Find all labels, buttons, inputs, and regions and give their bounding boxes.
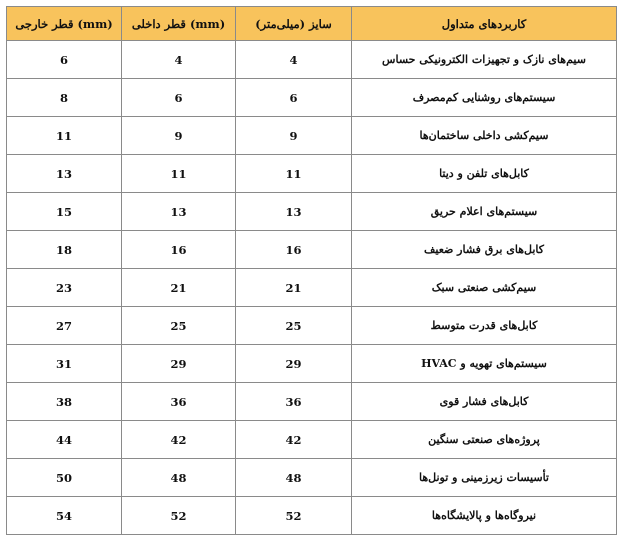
table-container [6, 6, 617, 535]
cell-use: تأسیسات زیرزمینی و تونل‌ها [352, 459, 617, 497]
cell-outer: 54 [7, 497, 122, 535]
cell-inner: 16 [122, 231, 236, 269]
cell-size: 6 [236, 79, 352, 117]
cell-use: سیم‌های نازک و تجهیزات الکترونیکی حساس [352, 41, 617, 79]
cell-inner: 36 [122, 383, 236, 421]
cell-size: 9 [236, 117, 352, 155]
cell-inner: 25 [122, 307, 236, 345]
cell-size: 48 [236, 459, 352, 497]
cell-size: 16 [236, 231, 352, 269]
cell-outer: 31 [7, 345, 122, 383]
cell-inner: 29 [122, 345, 236, 383]
table-row [7, 421, 617, 459]
header-outer-diameter: قطر خارجی (mm) [7, 7, 122, 41]
cell-inner: 21 [122, 269, 236, 307]
cell-inner: 48 [122, 459, 236, 497]
table-row [7, 155, 617, 193]
cell-inner: 42 [122, 421, 236, 459]
cell-size: 21 [236, 269, 352, 307]
table-row [7, 497, 617, 535]
cell-outer: 50 [7, 459, 122, 497]
cell-use: سیم‌کشی داخلی ساختمان‌ها [352, 117, 617, 155]
cell-use: کابل‌های قدرت متوسط [352, 307, 617, 345]
cell-size: 52 [236, 497, 352, 535]
cell-outer: 6 [7, 41, 122, 79]
cell-size: 11 [236, 155, 352, 193]
cell-inner: 13 [122, 193, 236, 231]
table-row [7, 79, 617, 117]
table-row [7, 383, 617, 421]
cell-size: 13 [236, 193, 352, 231]
cell-outer: 18 [7, 231, 122, 269]
cell-outer: 27 [7, 307, 122, 345]
table-row [7, 269, 617, 307]
cell-inner: 52 [122, 497, 236, 535]
cell-use: نیروگاه‌ها و پالایشگاه‌ها [352, 497, 617, 535]
cell-use: کابل‌های برق فشار ضعیف [352, 231, 617, 269]
cell-use: سیستم‌های اعلام حریق [352, 193, 617, 231]
cell-inner: 11 [122, 155, 236, 193]
cell-outer: 15 [7, 193, 122, 231]
table-row [7, 459, 617, 497]
cell-size: 36 [236, 383, 352, 421]
header-size: سایز (میلی‌متر) [236, 7, 352, 41]
table-row [7, 193, 617, 231]
cell-inner: 4 [122, 41, 236, 79]
cell-outer: 44 [7, 421, 122, 459]
cell-use: سیستم‌های روشنایی کم‌مصرف [352, 79, 617, 117]
cell-outer: 23 [7, 269, 122, 307]
cell-outer: 11 [7, 117, 122, 155]
cell-use: سیستم‌های تهویه و HVAC [352, 345, 617, 383]
table-row [7, 41, 617, 79]
cell-outer: 8 [7, 79, 122, 117]
cell-size: 4 [236, 41, 352, 79]
cell-size: 25 [236, 307, 352, 345]
cell-inner: 9 [122, 117, 236, 155]
cell-use: کابل‌های تلفن و دیتا [352, 155, 617, 193]
cell-use: سیم‌کشی صنعتی سبک [352, 269, 617, 307]
conduit-size-table [6, 6, 617, 535]
cell-size: 42 [236, 421, 352, 459]
header-row [7, 7, 617, 41]
table-row [7, 231, 617, 269]
cell-inner: 6 [122, 79, 236, 117]
header-inner-diameter: قطر داخلی (mm) [122, 7, 236, 41]
header-common-uses: کاربردهای متداول [352, 7, 617, 41]
cell-use: پروژه‌های صنعتی سنگین [352, 421, 617, 459]
cell-outer: 38 [7, 383, 122, 421]
table-row [7, 345, 617, 383]
table-row [7, 307, 617, 345]
cell-size: 29 [236, 345, 352, 383]
cell-outer: 13 [7, 155, 122, 193]
table-row [7, 117, 617, 155]
cell-use: کابل‌های فشار قوی [352, 383, 617, 421]
